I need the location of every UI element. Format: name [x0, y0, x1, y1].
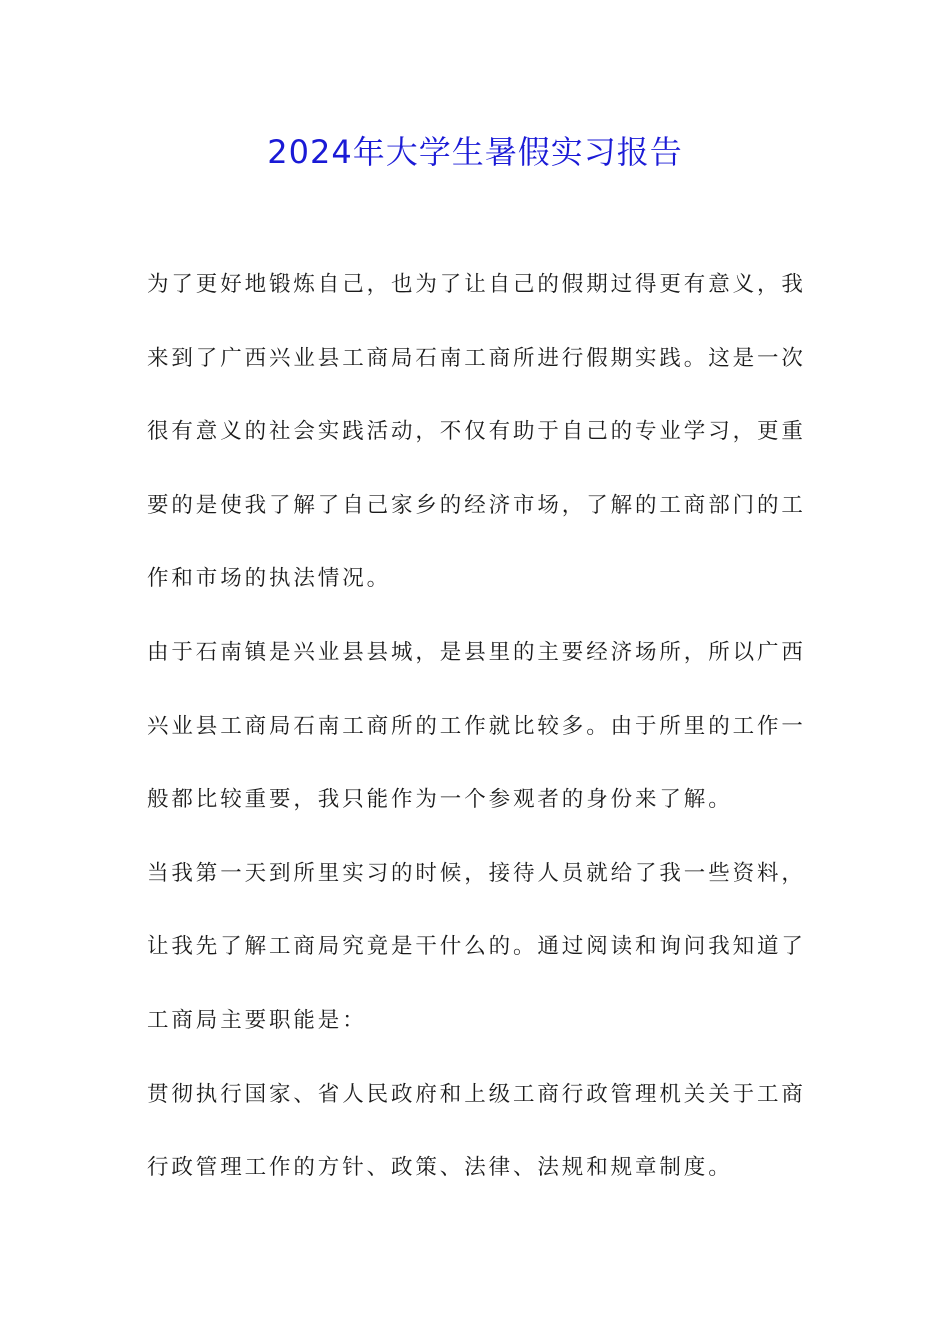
text-line: 为了更好地锻炼自己，也为了让自己的假期过得更有意义，我	[147, 272, 806, 297]
text-line: 作和市场的执法情况。	[147, 566, 392, 592]
text-line: 般都比较重要，我只能作为一个参观者的身份来了解。	[147, 787, 733, 813]
text-line: 来到了广西兴业县工商局石南工商所进行假期实践。这是一次	[147, 345, 806, 371]
text-line: 让我先了解工商局究竟是干什么的。通过阅读和询问我知道了	[147, 934, 806, 960]
text-line: 当我第一天到所里实习的时候，接待人员就给了我一些资料，	[147, 860, 806, 886]
text-line: 贯彻执行国家、省人民政府和上级工商行政管理机关关于工商	[147, 1081, 806, 1107]
text-line: 工商局主要职能是：	[147, 1007, 367, 1033]
text-line: 很有意义的社会实践活动，不仅有助于自己的专业学习，更重	[147, 419, 806, 445]
text-line: 兴业县工商局石南工商所的工作就比较多。由于所里的工作一	[147, 713, 806, 739]
text-line: 由于石南镇是兴业县县城，是县里的主要经济场所，所以广西	[147, 639, 806, 665]
document-body	[147, 265, 807, 1222]
text-line: 行政管理工作的方针、政策、法律、法规和规章制度。	[147, 1155, 733, 1181]
document-title: 2024年大学生暑假实习报告	[267, 133, 683, 171]
text-line: 要的是使我了解了自己家乡的经济市场，了解的工商部门的工	[147, 492, 806, 518]
